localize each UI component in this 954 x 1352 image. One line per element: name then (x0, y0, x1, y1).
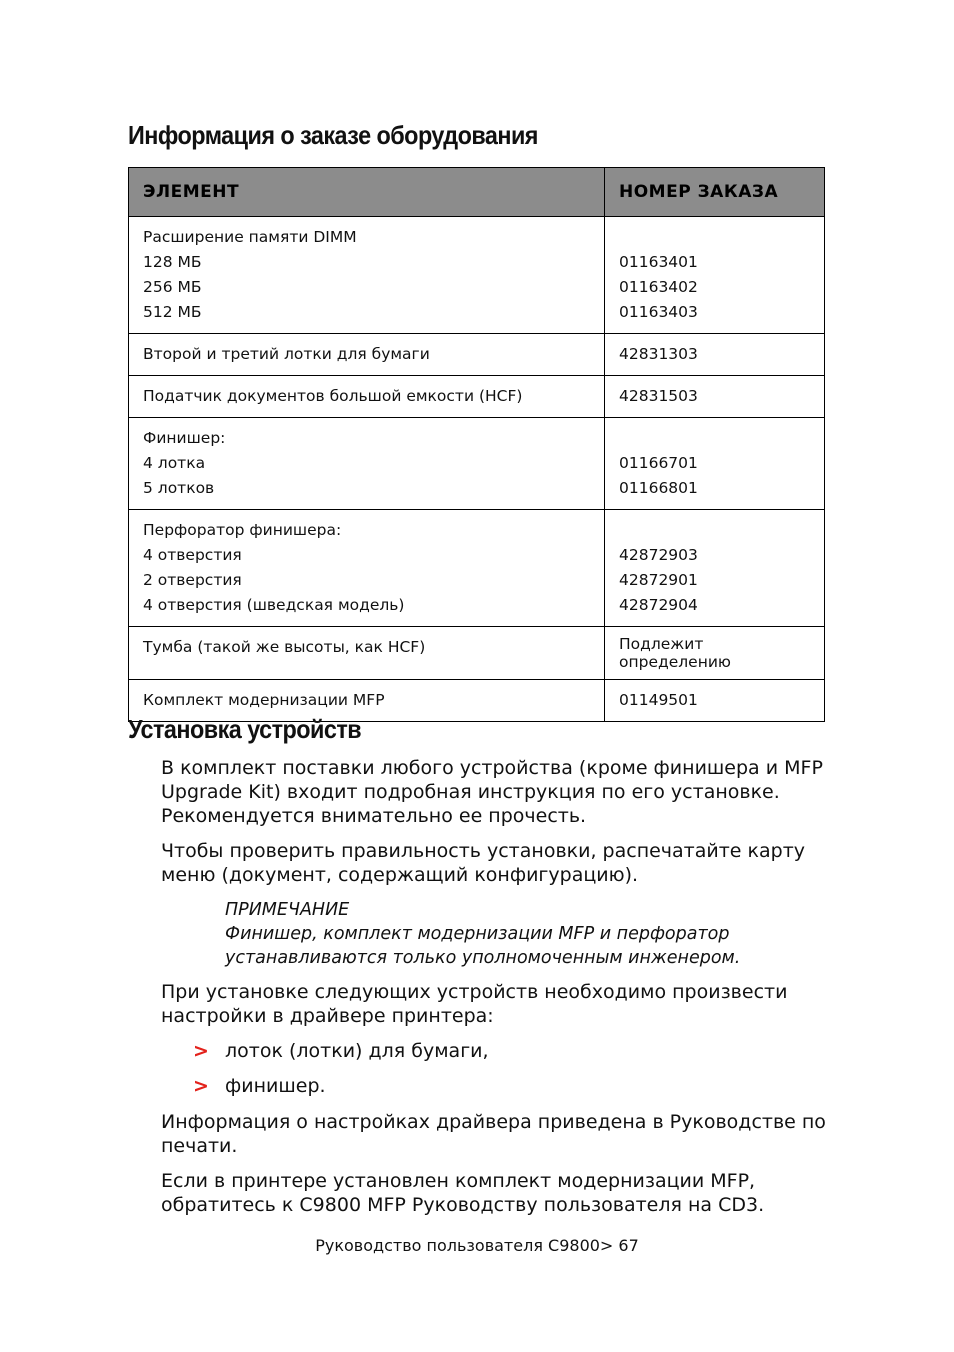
code-text: 42872903 (619, 546, 698, 564)
note-label: ПРИМЕЧАНИЕ (225, 900, 350, 920)
item-text: 4 отверстия (шведская модель) (143, 596, 405, 614)
item-text: 4 лотка (143, 454, 206, 472)
item-text: 5 лотков (143, 479, 215, 497)
item-text: 2 отверстия (143, 571, 242, 589)
item-text: Комплект модернизации MFP (143, 691, 385, 709)
table-row (129, 334, 825, 376)
code-text: 01166801 (619, 479, 698, 497)
item-cell (129, 376, 605, 418)
code-cell (605, 680, 825, 722)
code-text (619, 426, 810, 451)
table-row (129, 418, 825, 510)
note-text: устанавливаются только уполномоченным инженером. (225, 948, 741, 968)
item-cell (129, 418, 605, 510)
paragraph-driver-info (161, 1110, 841, 1158)
code-text (619, 518, 810, 543)
code-text: 01163402 (619, 278, 698, 296)
text-line: При установке следующих устройств необходимо произвести (161, 981, 788, 1003)
text-line: меню (документ, содержащий конфигурацию). (161, 864, 639, 886)
item-text: Второй и третий лотки для бумаги (143, 345, 430, 363)
code-text: 42872901 (619, 571, 698, 589)
item-text: Расширение памяти DIMM (143, 228, 357, 246)
item-text: Перфоратор финишера: (143, 521, 342, 539)
item-text: Податчик документов большой емкости (HCF) (143, 387, 523, 405)
bullet-arrow-icon: > (193, 1040, 209, 1062)
code-text (619, 225, 810, 250)
item-text: 256 МБ (143, 278, 202, 296)
text-line: Информация о настройках драйвера приведена в Руководстве по (161, 1111, 826, 1133)
order-info-table (128, 167, 825, 722)
section-title-installation: Установка устройств (128, 714, 362, 744)
item-cell (129, 334, 605, 376)
code-text: 01163403 (619, 303, 698, 321)
code-cell (605, 334, 825, 376)
code-text: 01163401 (619, 253, 698, 271)
paragraph-intro (161, 756, 841, 828)
item-cell (129, 510, 605, 627)
code-text: Подлежит (619, 635, 704, 653)
code-cell (605, 418, 825, 510)
list-item (193, 1039, 489, 1063)
list-item-text: лоток (лотки) для бумаги, (225, 1040, 489, 1062)
paragraph-check (161, 839, 841, 887)
item-text: Тумба (такой же высоты, как HCF) (143, 638, 426, 656)
text-line: В комплект поставки любого устройства (кроме финишера и MFP (161, 757, 823, 779)
text-line: настройки в драйвере принтера: (161, 1005, 494, 1027)
code-text: 42872904 (619, 596, 698, 614)
list-item-text: финишер. (225, 1075, 326, 1097)
code-cell (605, 627, 825, 680)
header-order-number: НОМЕР ЗАКАЗА (605, 168, 825, 217)
header-item: ЭЛЕМЕНТ (129, 168, 605, 217)
code-cell (605, 510, 825, 627)
table-row (129, 627, 825, 680)
text-line: Чтобы проверить правильность установки, распечатайте карту (161, 840, 806, 862)
code-text: 01149501 (619, 691, 698, 709)
item-text: 4 отверстия (143, 546, 242, 564)
item-text: Финишер: (143, 429, 226, 447)
table-row (129, 217, 825, 334)
code-cell (605, 217, 825, 334)
page-footer: Руководство пользователя C9800> 67 (315, 1236, 639, 1255)
bullet-arrow-icon: > (193, 1075, 209, 1097)
code-text: 01166701 (619, 454, 698, 472)
code-text: 42831303 (619, 345, 698, 363)
code-cell (605, 376, 825, 418)
section-title-order-info: Информация о заказе оборудования (128, 120, 538, 150)
note-text: Финишер, комплект модернизации MFP и перфоратор (225, 924, 730, 944)
text-line: Upgrade Kit) входит подробная инструкция по его установке. (161, 781, 780, 803)
code-text: определению (619, 653, 731, 671)
paragraph-mfp (161, 1169, 841, 1217)
text-line: Рекомендуется внимательно ее прочесть. (161, 805, 587, 827)
text-line: Если в принтере установлен комплект модернизации MFP, (161, 1170, 756, 1192)
item-cell (129, 627, 605, 680)
code-text: 42831503 (619, 387, 698, 405)
item-cell (129, 217, 605, 334)
table-row (129, 376, 825, 418)
item-text: 128 МБ (143, 253, 202, 271)
text-line: печати. (161, 1135, 238, 1157)
list-item (193, 1074, 326, 1098)
item-text: 512 МБ (143, 303, 202, 321)
table-row (129, 510, 825, 627)
table-header-row (129, 168, 825, 217)
text-line: обратитесь к C9800 MFP Руководству пользователя на CD3. (161, 1194, 765, 1216)
note-block (225, 898, 740, 970)
paragraph-driver-settings (161, 980, 841, 1028)
